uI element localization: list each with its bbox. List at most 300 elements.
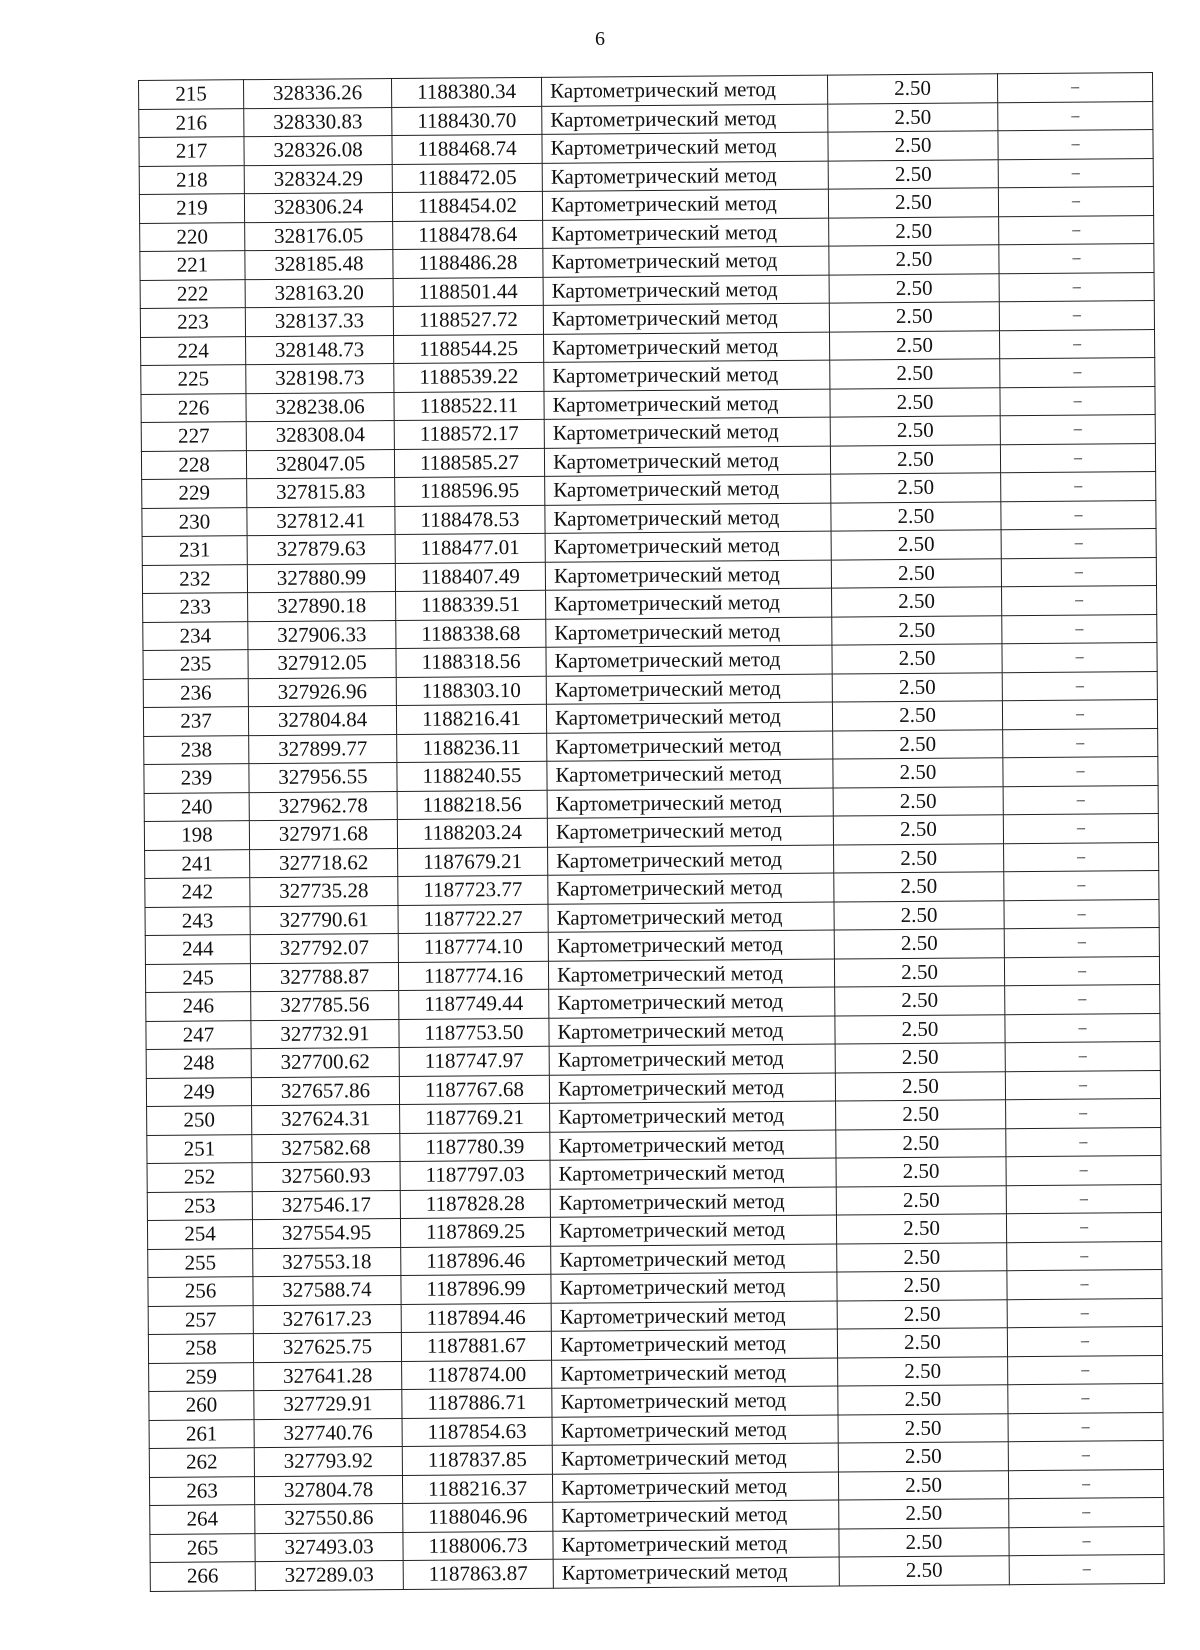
method-cell: Картометрический метод — [549, 1044, 835, 1075]
point-number-cell: 251 — [147, 1134, 252, 1163]
y-coordinate-cell: 1188486.28 — [393, 248, 543, 278]
x-coordinate-cell: 328238.06 — [246, 392, 394, 422]
y-coordinate-cell: 1187896.46 — [401, 1246, 551, 1276]
method-cell: Картометрический метод — [550, 1215, 836, 1246]
note-cell: – — [998, 130, 1153, 160]
accuracy-cell: 2.50 — [837, 1271, 1007, 1301]
x-coordinate-cell: 327641.28 — [254, 1361, 402, 1391]
method-cell: Картометрический метод — [542, 104, 828, 135]
method-cell: Картометрический метод — [550, 1130, 836, 1161]
point-number-cell: 237 — [143, 707, 248, 736]
point-number-cell: 217 — [139, 137, 244, 166]
x-coordinate-cell: 328185.48 — [245, 250, 393, 280]
y-coordinate-cell: 1188006.73 — [403, 1531, 553, 1561]
point-number-cell: 238 — [144, 735, 249, 764]
method-cell: Картометрический метод — [553, 1529, 839, 1560]
accuracy-cell: 2.50 — [834, 843, 1004, 873]
accuracy-cell: 2.50 — [836, 1157, 1006, 1187]
method-cell: Картометрический метод — [548, 959, 834, 990]
note-cell: – — [1002, 700, 1157, 730]
x-coordinate-cell: 327785.56 — [251, 990, 399, 1020]
accuracy-cell: 2.50 — [838, 1413, 1008, 1443]
y-coordinate-cell: 1188478.53 — [395, 505, 545, 535]
point-number-cell: 262 — [149, 1448, 254, 1477]
y-coordinate-cell: 1187854.63 — [402, 1417, 552, 1447]
accuracy-cell: 2.50 — [830, 387, 1000, 417]
accuracy-cell: 2.50 — [829, 273, 999, 303]
point-number-cell: 243 — [145, 906, 250, 935]
point-number-cell: 254 — [147, 1220, 252, 1249]
x-coordinate-cell: 327289.03 — [255, 1560, 403, 1590]
y-coordinate-cell: 1188585.27 — [394, 448, 544, 478]
accuracy-cell: 2.50 — [831, 558, 1001, 588]
note-cell: – — [1006, 1127, 1161, 1157]
method-cell: Картометрический метод — [552, 1415, 838, 1446]
x-coordinate-cell: 327788.87 — [250, 962, 398, 992]
y-coordinate-cell: 1187774.16 — [398, 961, 548, 991]
method-cell: Картометрический метод — [549, 1073, 835, 1104]
method-cell: Картометрический метод — [546, 702, 832, 733]
point-number-cell: 245 — [145, 963, 250, 992]
y-coordinate-cell: 1187747.97 — [399, 1046, 549, 1076]
point-number-cell: 241 — [145, 849, 250, 878]
point-number-cell: 215 — [139, 80, 244, 109]
point-number-cell: 228 — [141, 450, 246, 479]
method-cell: Картометрический метод — [547, 759, 833, 790]
x-coordinate-cell: 327560.93 — [252, 1161, 400, 1191]
accuracy-cell: 2.50 — [832, 644, 1002, 674]
y-coordinate-cell: 1188236.11 — [397, 733, 547, 763]
note-cell: – — [999, 301, 1154, 331]
point-number-cell: 224 — [141, 336, 246, 365]
point-number-cell: 253 — [147, 1191, 252, 1220]
point-number-cell: 246 — [146, 992, 251, 1021]
x-coordinate-cell: 328306.24 — [244, 193, 392, 223]
x-coordinate-cell: 327657.86 — [251, 1076, 399, 1106]
point-number-cell: 226 — [141, 393, 246, 422]
accuracy-cell: 2.50 — [832, 615, 1002, 645]
y-coordinate-cell: 1187723.77 — [398, 875, 548, 905]
point-number-cell: 233 — [143, 593, 248, 622]
y-coordinate-cell: 1187753.50 — [399, 1018, 549, 1048]
accuracy-cell: 2.50 — [837, 1242, 1007, 1272]
accuracy-cell: 2.50 — [833, 786, 1003, 816]
x-coordinate-cell: 327962.78 — [249, 791, 397, 821]
note-cell: – — [1002, 671, 1157, 701]
point-number-cell: 263 — [149, 1476, 254, 1505]
method-cell: Картометрический метод — [541, 75, 827, 106]
y-coordinate-cell: 1188303.10 — [396, 676, 546, 706]
accuracy-cell: 2.50 — [835, 1071, 1005, 1101]
accuracy-cell: 2.50 — [837, 1299, 1007, 1329]
note-cell: – — [1004, 928, 1159, 958]
point-number-cell: 257 — [148, 1305, 253, 1334]
note-cell: – — [1009, 1497, 1164, 1527]
method-cell: Картометрический метод — [551, 1272, 837, 1303]
accuracy-cell: 2.50 — [836, 1128, 1006, 1158]
y-coordinate-cell: 1188430.70 — [392, 106, 542, 136]
x-coordinate-cell: 328137.33 — [245, 307, 393, 337]
accuracy-cell: 2.50 — [835, 1014, 1005, 1044]
method-cell: Картометрический метод — [547, 731, 833, 762]
note-cell: – — [1001, 472, 1156, 502]
accuracy-cell: 2.50 — [839, 1499, 1009, 1529]
accuracy-cell: 2.50 — [839, 1556, 1009, 1586]
point-number-cell: 244 — [145, 935, 250, 964]
method-cell: Картометрический метод — [547, 816, 833, 847]
note-cell: – — [1003, 757, 1158, 787]
accuracy-cell: 2.50 — [828, 188, 998, 218]
y-coordinate-cell: 1188572.17 — [394, 419, 544, 449]
accuracy-cell: 2.50 — [833, 758, 1003, 788]
x-coordinate-cell: 327735.28 — [250, 876, 398, 906]
y-coordinate-cell: 1188339.51 — [396, 590, 546, 620]
accuracy-cell: 2.50 — [836, 1185, 1006, 1215]
accuracy-cell: 2.50 — [839, 1527, 1009, 1557]
accuracy-cell: 2.50 — [836, 1100, 1006, 1130]
accuracy-cell: 2.50 — [828, 102, 998, 132]
y-coordinate-cell: 1188544.25 — [394, 334, 544, 364]
x-coordinate-cell: 327912.05 — [248, 648, 396, 678]
method-cell: Картометрический метод — [551, 1301, 837, 1332]
x-coordinate-cell: 327582.68 — [252, 1133, 400, 1163]
accuracy-cell: 2.50 — [832, 672, 1002, 702]
accuracy-cell: 2.50 — [834, 900, 1004, 930]
y-coordinate-cell: 1188203.24 — [397, 818, 547, 848]
accuracy-cell: 2.50 — [830, 444, 1000, 474]
point-number-cell: 222 — [140, 279, 245, 308]
note-cell: – — [1000, 415, 1155, 445]
accuracy-cell: 2.50 — [838, 1356, 1008, 1386]
note-cell: – — [998, 187, 1153, 217]
x-coordinate-cell: 328324.29 — [244, 164, 392, 194]
note-cell: – — [1001, 557, 1156, 587]
point-number-cell: 227 — [141, 422, 246, 451]
note-cell: – — [1006, 1184, 1161, 1214]
note-cell: – — [999, 272, 1154, 302]
note-cell: – — [1008, 1355, 1163, 1385]
accuracy-cell: 2.50 — [834, 957, 1004, 987]
y-coordinate-cell: 1188218.56 — [397, 790, 547, 820]
y-coordinate-cell: 1187874.00 — [402, 1360, 552, 1390]
y-coordinate-cell: 1187894.46 — [401, 1303, 551, 1333]
point-number-cell: 219 — [139, 194, 244, 223]
point-number-cell: 259 — [149, 1362, 254, 1391]
method-cell: Картометрический метод — [546, 617, 832, 648]
note-cell: – — [1005, 1042, 1160, 1072]
point-number-cell: 248 — [146, 1049, 251, 1078]
method-cell: Картометрический метод — [553, 1500, 839, 1531]
y-coordinate-cell: 1188046.96 — [403, 1502, 553, 1532]
note-cell: – — [1004, 899, 1159, 929]
note-cell: – — [1003, 814, 1158, 844]
point-number-cell: 198 — [144, 821, 249, 850]
accuracy-cell: 2.50 — [831, 501, 1001, 531]
x-coordinate-cell: 327890.18 — [248, 591, 396, 621]
note-cell: – — [1000, 358, 1155, 388]
method-cell: Картометрический метод — [548, 873, 834, 904]
x-coordinate-cell: 327546.17 — [252, 1190, 400, 1220]
note-cell: – — [1007, 1269, 1162, 1299]
method-cell: Картометрический метод — [544, 360, 830, 391]
accuracy-cell: 2.50 — [829, 302, 999, 332]
y-coordinate-cell: 1188318.56 — [396, 647, 546, 677]
method-cell: Картометрический метод — [548, 930, 834, 961]
x-coordinate-cell: 327700.62 — [251, 1047, 399, 1077]
x-coordinate-cell: 328198.73 — [246, 364, 394, 394]
point-number-cell: 234 — [143, 621, 248, 650]
y-coordinate-cell: 1188216.37 — [402, 1474, 552, 1504]
point-number-cell: 255 — [148, 1248, 253, 1277]
x-coordinate-cell: 327793.92 — [254, 1446, 402, 1476]
note-cell: – — [1003, 785, 1158, 815]
y-coordinate-cell: 1187886.71 — [402, 1388, 552, 1418]
method-cell: Картометрический метод — [544, 417, 830, 448]
point-number-cell: 249 — [146, 1077, 251, 1106]
method-cell: Картометрический метод — [546, 645, 832, 676]
accuracy-cell: 2.50 — [838, 1470, 1008, 1500]
x-coordinate-cell: 327624.31 — [252, 1104, 400, 1134]
point-number-cell: 230 — [142, 507, 247, 536]
y-coordinate-cell: 1187774.10 — [398, 932, 548, 962]
y-coordinate-cell: 1188477.01 — [395, 533, 545, 563]
note-cell: – — [997, 73, 1152, 103]
method-cell: Картометрический метод — [546, 674, 832, 705]
method-cell: Картометрический метод — [552, 1443, 838, 1474]
x-coordinate-cell: 328336.26 — [244, 79, 392, 109]
y-coordinate-cell: 1187679.21 — [398, 847, 548, 877]
y-coordinate-cell: 1188478.64 — [393, 220, 543, 250]
accuracy-cell: 2.50 — [832, 701, 1002, 731]
accuracy-cell: 2.50 — [828, 159, 998, 189]
point-number-cell: 250 — [147, 1106, 252, 1135]
accuracy-cell: 2.50 — [838, 1442, 1008, 1472]
point-number-cell: 218 — [139, 165, 244, 194]
y-coordinate-cell: 1187797.03 — [400, 1160, 550, 1190]
method-cell: Картометрический метод — [550, 1101, 836, 1132]
accuracy-cell: 2.50 — [834, 872, 1004, 902]
accuracy-cell: 2.50 — [836, 1214, 1006, 1244]
point-number-cell: 232 — [142, 564, 247, 593]
x-coordinate-cell: 327550.86 — [255, 1503, 403, 1533]
page-number: 6 — [595, 28, 605, 50]
y-coordinate-cell: 1187780.39 — [400, 1132, 550, 1162]
x-coordinate-cell: 328326.08 — [244, 136, 392, 166]
accuracy-cell: 2.50 — [827, 74, 997, 104]
x-coordinate-cell: 327718.62 — [250, 848, 398, 878]
accuracy-cell: 2.50 — [828, 131, 998, 161]
note-cell: – — [1008, 1412, 1163, 1442]
x-coordinate-cell: 327812.41 — [247, 506, 395, 536]
method-cell: Картометрический метод — [542, 189, 828, 220]
method-cell: Картометрический метод — [543, 218, 829, 249]
x-coordinate-cell: 327625.75 — [253, 1332, 401, 1362]
method-cell: Картометрический метод — [551, 1244, 837, 1275]
note-cell: – — [1008, 1440, 1163, 1470]
y-coordinate-cell: 1188338.68 — [396, 619, 546, 649]
point-number-cell: 264 — [150, 1505, 255, 1534]
note-cell: – — [1004, 956, 1159, 986]
x-coordinate-cell: 327956.55 — [249, 762, 397, 792]
note-cell: – — [999, 329, 1154, 359]
method-cell: Картометрический метод — [543, 303, 829, 334]
y-coordinate-cell: 1187837.85 — [402, 1445, 552, 1475]
y-coordinate-cell: 1188472.05 — [392, 163, 542, 193]
accuracy-cell: 2.50 — [830, 416, 1000, 446]
note-cell: – — [1007, 1298, 1162, 1328]
note-cell: – — [1008, 1469, 1163, 1499]
method-cell: Картометрический метод — [547, 788, 833, 819]
accuracy-cell: 2.50 — [829, 216, 999, 246]
note-cell: – — [1001, 500, 1156, 530]
x-coordinate-cell: 327740.76 — [254, 1418, 402, 1448]
accuracy-cell: 2.50 — [838, 1385, 1008, 1415]
note-cell: – — [1001, 529, 1156, 559]
accuracy-cell: 2.50 — [831, 530, 1001, 560]
note-cell: – — [1008, 1383, 1163, 1413]
method-cell: Картометрический метод — [543, 275, 829, 306]
note-cell: – — [1004, 842, 1159, 872]
accuracy-cell: 2.50 — [837, 1328, 1007, 1358]
note-cell: – — [998, 101, 1153, 131]
x-coordinate-cell: 327792.07 — [250, 933, 398, 963]
note-cell: – — [1004, 871, 1159, 901]
x-coordinate-cell: 327899.77 — [249, 734, 397, 764]
accuracy-cell: 2.50 — [830, 359, 1000, 389]
y-coordinate-cell: 1188501.44 — [393, 277, 543, 307]
note-cell: – — [1006, 1099, 1161, 1129]
point-number-cell: 216 — [139, 108, 244, 137]
y-coordinate-cell: 1187749.44 — [399, 989, 549, 1019]
note-cell: – — [1000, 386, 1155, 416]
x-coordinate-cell: 327588.74 — [253, 1275, 401, 1305]
x-coordinate-cell: 328047.05 — [246, 449, 394, 479]
note-cell: – — [1007, 1241, 1162, 1271]
note-cell: – — [1009, 1554, 1164, 1584]
method-cell: Картометрический метод — [548, 902, 834, 933]
accuracy-cell: 2.50 — [829, 330, 999, 360]
method-cell: Картометрический метод — [552, 1358, 838, 1389]
point-number-cell: 252 — [147, 1163, 252, 1192]
y-coordinate-cell: 1188216.41 — [396, 704, 546, 734]
method-cell: Картометрический метод — [542, 132, 828, 163]
accuracy-cell: 2.50 — [834, 929, 1004, 959]
method-cell: Картометрический метод — [544, 332, 830, 363]
x-coordinate-cell: 327879.63 — [247, 534, 395, 564]
x-coordinate-cell: 327815.83 — [247, 477, 395, 507]
point-number-cell: 231 — [142, 536, 247, 565]
point-number-cell: 260 — [149, 1391, 254, 1420]
method-cell: Картометрический метод — [550, 1187, 836, 1218]
point-number-cell: 220 — [140, 222, 245, 251]
y-coordinate-cell: 1187769.21 — [400, 1103, 550, 1133]
note-cell: – — [1006, 1155, 1161, 1185]
accuracy-cell: 2.50 — [833, 815, 1003, 845]
x-coordinate-cell: 327804.78 — [254, 1475, 402, 1505]
y-coordinate-cell: 1188454.02 — [392, 191, 542, 221]
x-coordinate-cell: 328330.83 — [244, 107, 392, 137]
note-cell: – — [1002, 586, 1157, 616]
point-number-cell: 236 — [143, 678, 248, 707]
y-coordinate-cell: 1187722.27 — [398, 904, 548, 934]
point-number-cell: 221 — [140, 251, 245, 280]
point-number-cell: 239 — [144, 764, 249, 793]
accuracy-cell: 2.50 — [835, 986, 1005, 1016]
point-number-cell: 258 — [148, 1334, 253, 1363]
note-cell: – — [1007, 1326, 1162, 1356]
note-cell: – — [1005, 1013, 1160, 1043]
point-number-cell: 235 — [143, 650, 248, 679]
note-cell: – — [999, 215, 1154, 245]
point-number-cell: 240 — [144, 792, 249, 821]
note-cell: – — [1006, 1212, 1161, 1242]
method-cell: Картометрический метод — [545, 474, 831, 505]
y-coordinate-cell: 1188522.11 — [394, 391, 544, 421]
method-cell: Картометрический метод — [544, 389, 830, 420]
method-cell: Картометрический метод — [553, 1557, 839, 1588]
method-cell: Картометрический метод — [549, 987, 835, 1018]
method-cell: Картометрический метод — [546, 588, 832, 619]
method-cell: Картометрический метод — [545, 531, 831, 562]
x-coordinate-cell: 327906.33 — [248, 620, 396, 650]
y-coordinate-cell: 1187896.99 — [401, 1274, 551, 1304]
x-coordinate-cell: 327880.99 — [247, 563, 395, 593]
method-cell: Картометрический метод — [542, 161, 828, 192]
y-coordinate-cell: 1188596.95 — [395, 476, 545, 506]
note-cell: – — [1000, 443, 1155, 473]
x-coordinate-cell: 327790.61 — [250, 905, 398, 935]
x-coordinate-cell: 328176.05 — [245, 221, 393, 251]
x-coordinate-cell: 327493.03 — [255, 1532, 403, 1562]
accuracy-cell: 2.50 — [833, 729, 1003, 759]
note-cell: – — [1009, 1526, 1164, 1556]
y-coordinate-cell: 1188539.22 — [394, 362, 544, 392]
point-number-cell: 256 — [148, 1277, 253, 1306]
method-cell: Картометрический метод — [552, 1472, 838, 1503]
x-coordinate-cell: 327971.68 — [249, 819, 397, 849]
y-coordinate-cell: 1188240.55 — [397, 761, 547, 791]
y-coordinate-cell: 1187767.68 — [399, 1075, 549, 1105]
x-coordinate-cell: 327804.84 — [248, 705, 396, 735]
x-coordinate-cell: 327553.18 — [253, 1247, 401, 1277]
method-cell: Картометрический метод — [552, 1386, 838, 1417]
y-coordinate-cell: 1188468.74 — [392, 134, 542, 164]
point-number-cell: 223 — [140, 308, 245, 337]
y-coordinate-cell: 1188380.34 — [391, 77, 541, 107]
accuracy-cell: 2.50 — [829, 245, 999, 275]
method-cell: Картометрический метод — [544, 446, 830, 477]
x-coordinate-cell: 328163.20 — [245, 278, 393, 308]
note-cell: – — [1002, 614, 1157, 644]
x-coordinate-cell: 327732.91 — [251, 1019, 399, 1049]
note-cell: – — [999, 244, 1154, 274]
accuracy-cell: 2.50 — [832, 587, 1002, 617]
note-cell: – — [1002, 643, 1157, 673]
x-coordinate-cell: 328148.73 — [246, 335, 394, 365]
y-coordinate-cell: 1187828.28 — [400, 1189, 550, 1219]
x-coordinate-cell: 328308.04 — [246, 420, 394, 450]
point-number-cell: 266 — [150, 1562, 255, 1591]
x-coordinate-cell: 327926.96 — [248, 677, 396, 707]
method-cell: Картометрический метод — [545, 503, 831, 534]
coordinates-table — [138, 72, 1165, 1591]
accuracy-cell: 2.50 — [831, 473, 1001, 503]
x-coordinate-cell: 327729.91 — [254, 1389, 402, 1419]
method-cell: Картометрический метод — [545, 560, 831, 591]
point-number-cell: 265 — [150, 1533, 255, 1562]
point-number-cell: 229 — [142, 479, 247, 508]
y-coordinate-cell: 1187881.67 — [401, 1331, 551, 1361]
